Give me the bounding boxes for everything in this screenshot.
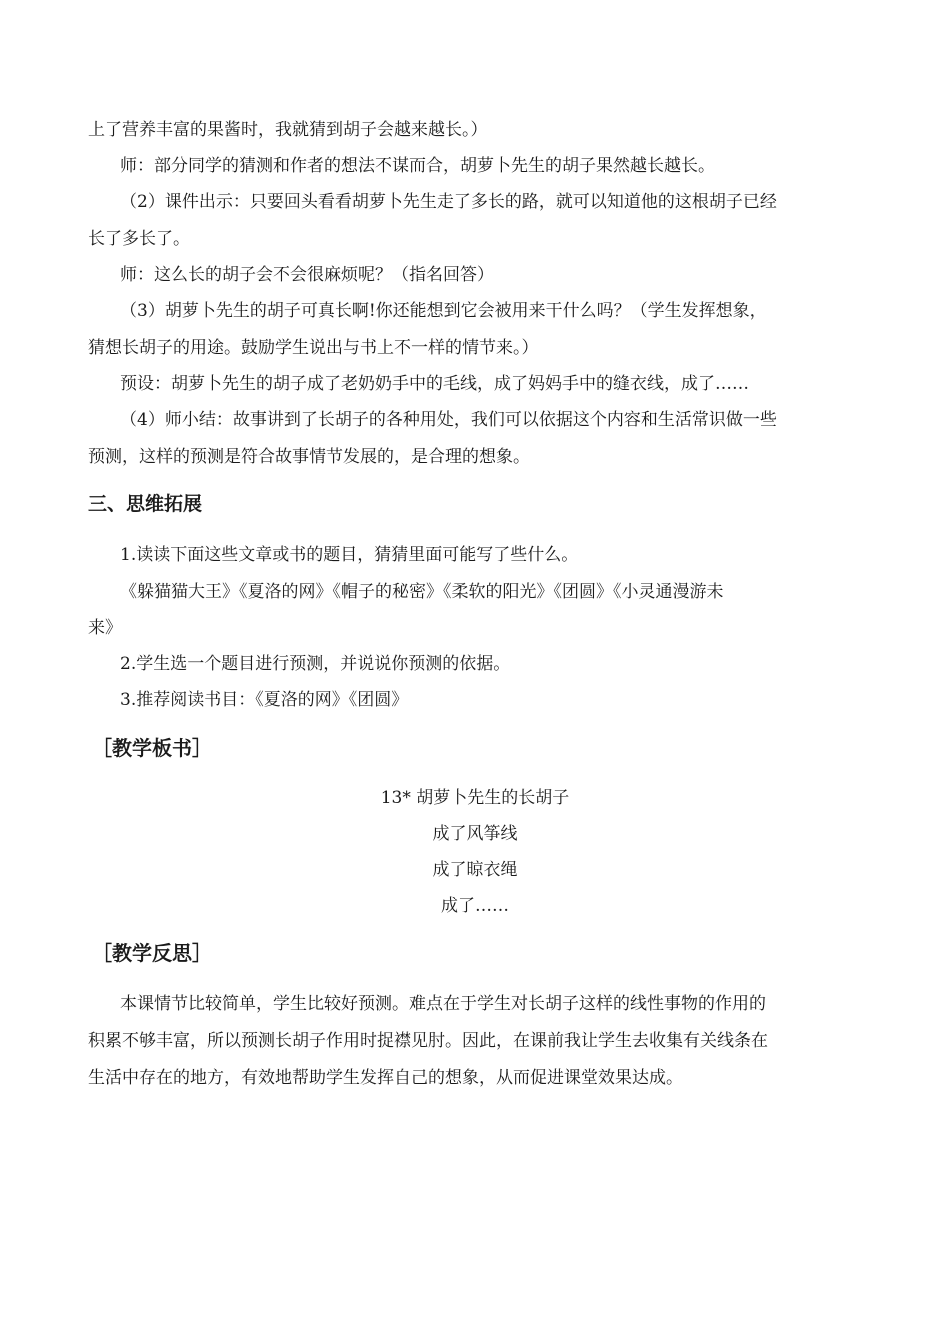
board-title: 13* 胡萝卜先生的长胡子 bbox=[380, 788, 570, 808]
board-heading: ［教学板书］ bbox=[92, 736, 212, 760]
paragraph-line: 长了多长了。 bbox=[88, 229, 190, 249]
list-item: 2.学生选一个题目进行预测，并说说你预测的依据。 bbox=[120, 654, 511, 674]
list-item: 1.读读下面这些文章或书的题目，猜猜里面可能写了些什么。 bbox=[120, 545, 579, 565]
paragraph-line: 上了营养丰富的果酱时，我就猜到胡子会越来越长。） bbox=[88, 120, 488, 140]
section-heading: 三、思维拓展 bbox=[88, 493, 203, 515]
paragraph-line: 师：部分同学的猜测和作者的想法不谋而合，胡萝卜先生的胡子果然越长越长。 bbox=[120, 156, 715, 176]
reflection-heading: ［教学反思］ bbox=[92, 941, 212, 965]
list-item: 3.推荐阅读书目：《夏洛的网》《团圆》 bbox=[120, 690, 409, 710]
paragraph-line: （4）师小结：故事讲到了长胡子的各种用处，我们可以依据这个内容和生活常识做一些 bbox=[120, 410, 777, 430]
board-row: 成了…… bbox=[441, 896, 509, 916]
paragraph-line: 猜想长胡子的用途。鼓励学生说出与书上不一样的情节来。） bbox=[88, 338, 539, 358]
book-titles-line: 来》 bbox=[88, 618, 122, 638]
paragraph-line: （2）课件出示：只要回头看看胡萝卜先生走了多长的路，就可以知道他的这根胡子已经 bbox=[120, 192, 777, 212]
board-row: 成了晾衣绳 bbox=[432, 860, 518, 880]
paragraph-line: 生活中存在的地方，有效地帮助学生发挥自己的想象，从而促进课堂效果达成。 bbox=[88, 1068, 683, 1088]
paragraph-line: 预设：胡萝卜先生的胡子成了老奶奶手中的毛线，成了妈妈手中的缝衣线，成了…… bbox=[120, 374, 749, 394]
paragraph-line: 本课情节比较简单，学生比较好预测。难点在于学生对长胡子这样的线性事物的作用的 bbox=[120, 994, 766, 1014]
paragraph-line: 积累不够丰富，所以预测长胡子作用时捉襟见肘。因此，在课前我让学生去收集有关线条在 bbox=[88, 1031, 768, 1051]
paragraph-line: 预测，这样的预测是符合故事情节发展的，是合理的想象。 bbox=[88, 447, 530, 467]
book-titles-line: 《躲猫猫大王》《夏洛的网》《帽子的秘密》《柔软的阳光》《团圆》《小灵通漫游未 bbox=[120, 582, 724, 602]
board-row: 成了风筝线 bbox=[432, 824, 518, 844]
paragraph-line: 师：这么长的胡子会不会很麻烦呢？（指名回答） bbox=[120, 265, 494, 285]
paragraph-line: （3）胡萝卜先生的胡子可真长啊!你还能想到它会被用来干什么吗？（学生发挥想象， bbox=[120, 301, 767, 321]
